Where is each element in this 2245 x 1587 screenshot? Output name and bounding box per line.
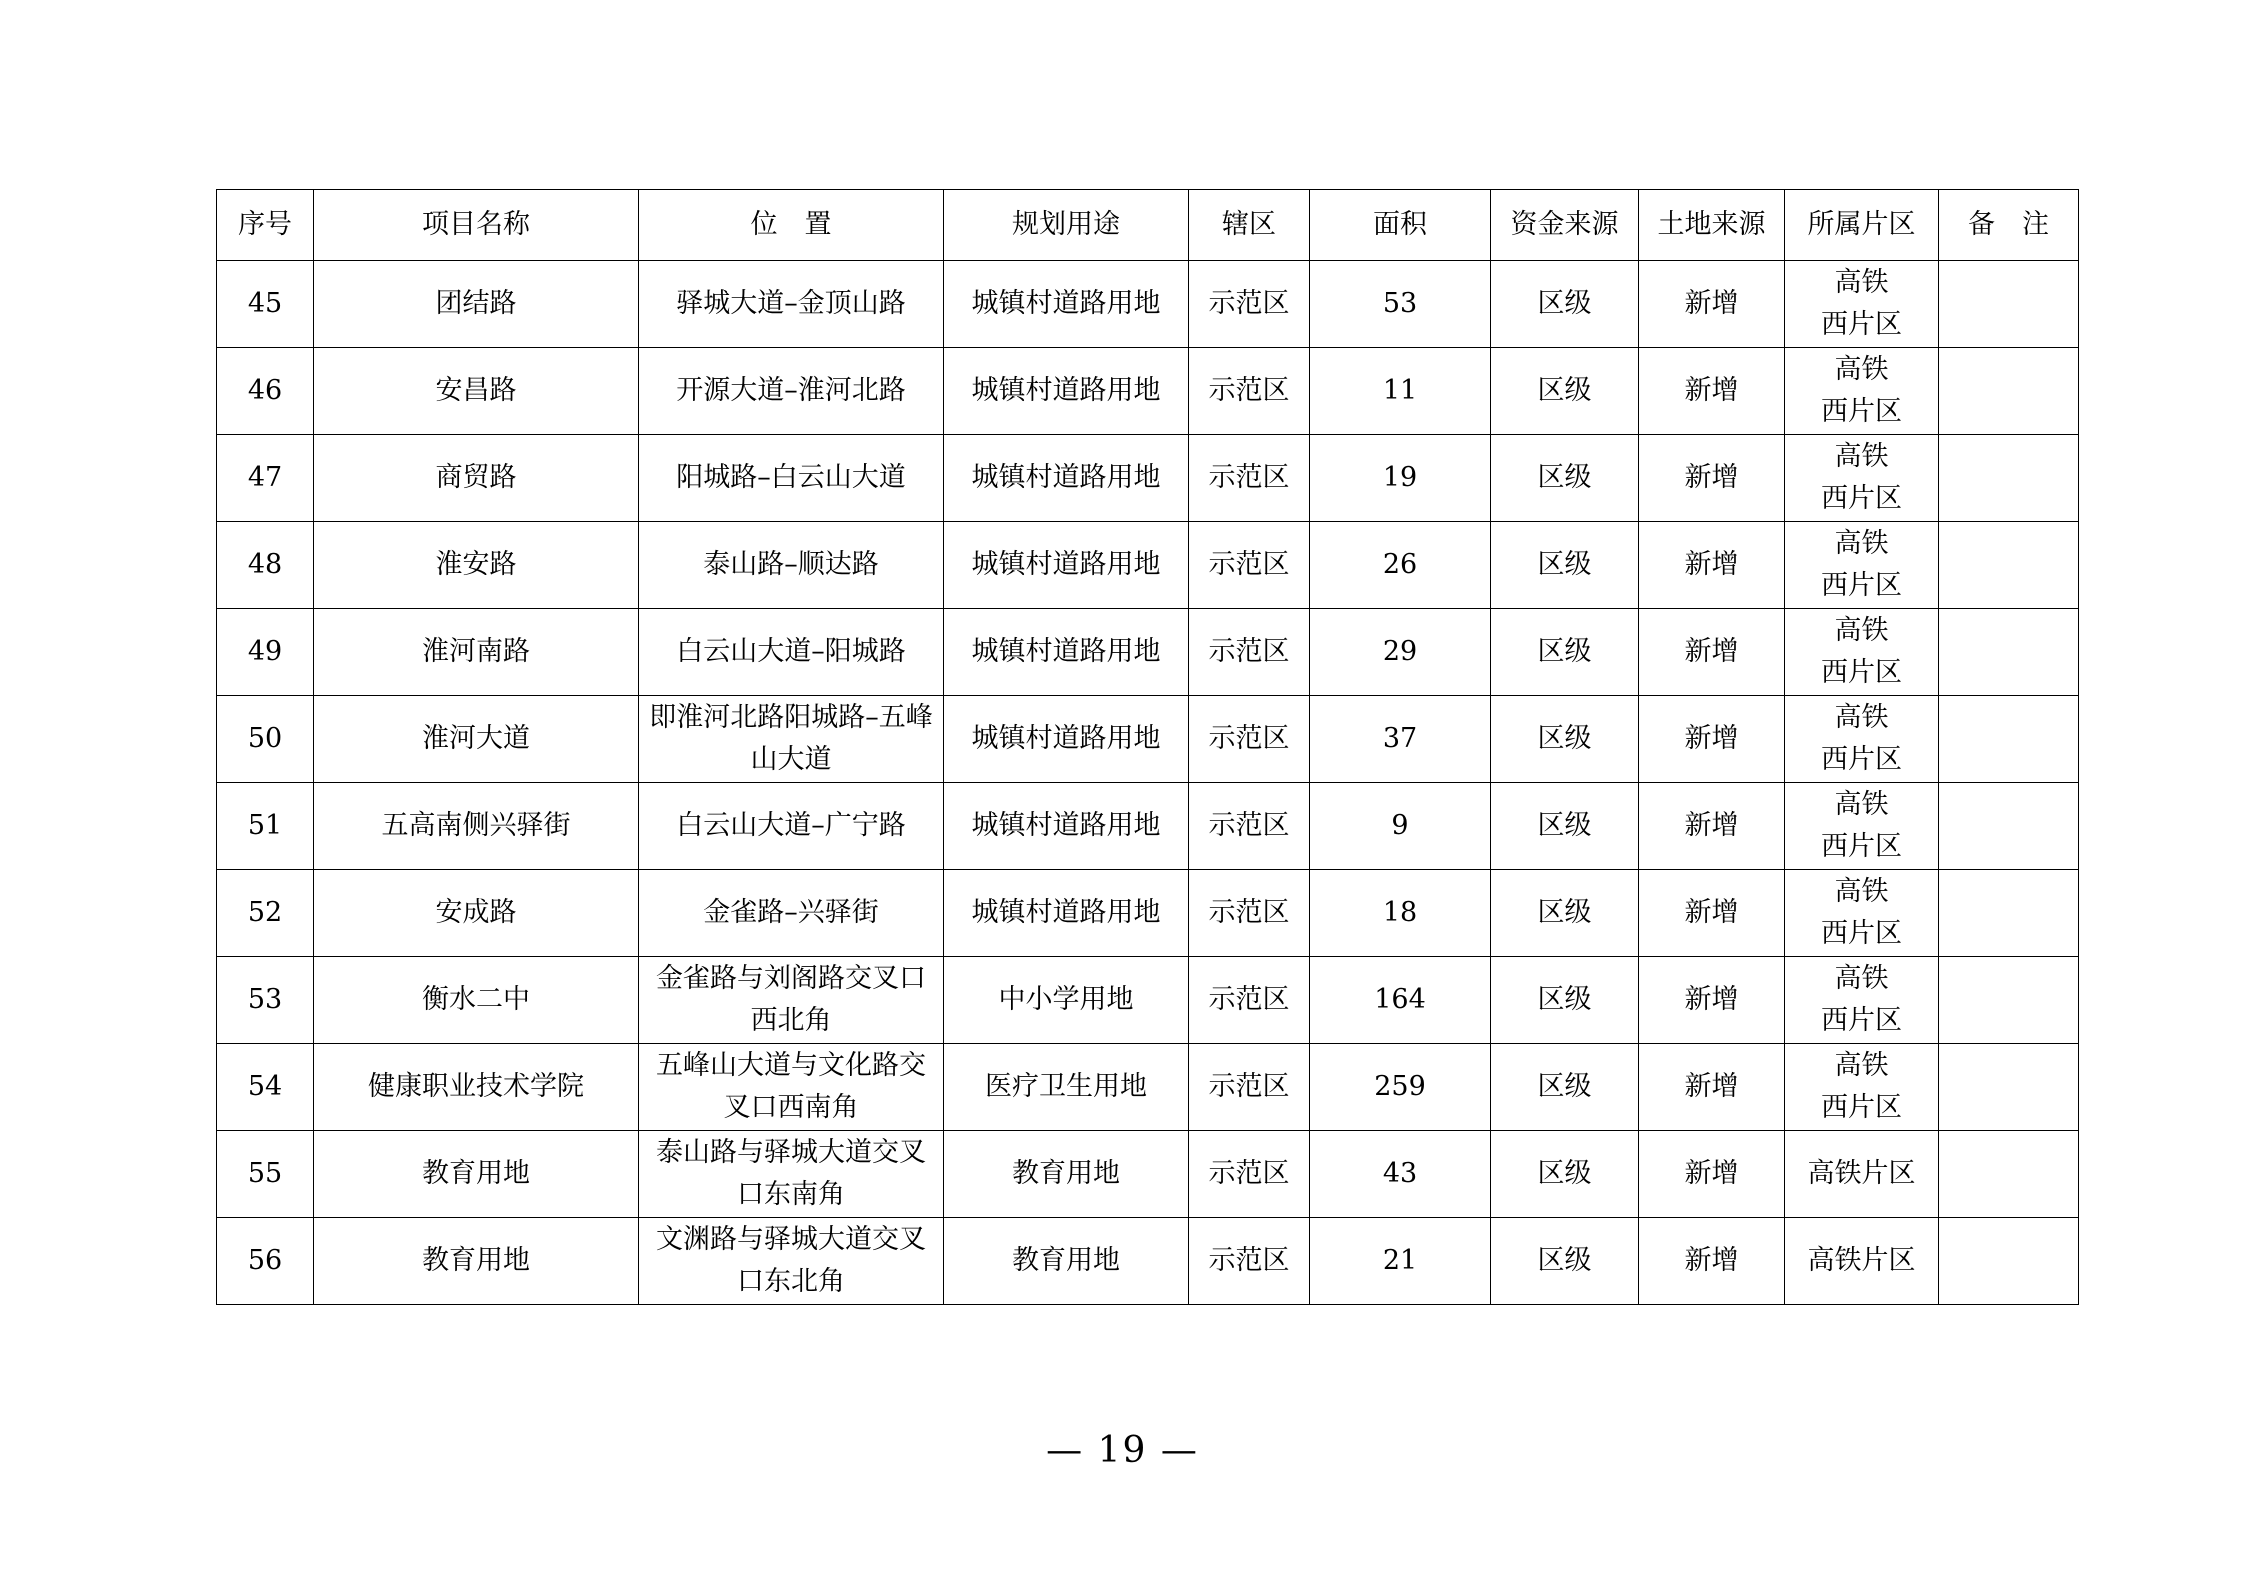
header-index: 序号 [217,190,314,261]
cell-location: 泰山路与驿城大道交叉 口东南角 [639,1131,944,1218]
cell-fund-source: 区级 [1491,1044,1639,1131]
cell-zone: 高铁 西片区 [1785,609,1939,696]
cell-planned-use: 城镇村道路用地 [944,522,1189,609]
cell-index: 54 [217,1044,314,1131]
cell-project-name: 商贸路 [314,435,639,522]
table-row [217,870,2079,957]
cell-location: 五峰山大道与文化路交 叉口西南角 [639,1044,944,1131]
cell-planned-use: 医疗卫生用地 [944,1044,1189,1131]
cell-project-name: 五高南侧兴驿街 [314,783,639,870]
cell-zone: 高铁 西片区 [1785,261,1939,348]
cell-land-source: 新增 [1639,783,1785,870]
table-row [217,348,2079,435]
header-remarks: 备 注 [1939,190,2079,261]
cell-district: 示范区 [1189,1218,1310,1305]
cell-district: 示范区 [1189,870,1310,957]
cell-fund-source: 区级 [1491,435,1639,522]
cell-location: 文渊路与驿城大道交叉 口东北角 [639,1218,944,1305]
cell-planned-use: 中小学用地 [944,957,1189,1044]
cell-district: 示范区 [1189,522,1310,609]
cell-remarks [1939,261,2079,348]
cell-area: 11 [1310,348,1491,435]
cell-land-source: 新增 [1639,348,1785,435]
cell-area: 18 [1310,870,1491,957]
cell-zone: 高铁片区 [1785,1218,1939,1305]
cell-zone: 高铁 西片区 [1785,696,1939,783]
cell-fund-source: 区级 [1491,1131,1639,1218]
cell-fund-source: 区级 [1491,870,1639,957]
cell-planned-use: 城镇村道路用地 [944,348,1189,435]
header-land-source: 土地来源 [1639,190,1785,261]
cell-fund-source: 区级 [1491,1218,1639,1305]
cell-zone: 高铁 西片区 [1785,435,1939,522]
cell-remarks [1939,1131,2079,1218]
cell-planned-use: 教育用地 [944,1218,1189,1305]
cell-remarks [1939,870,2079,957]
cell-fund-source: 区级 [1491,696,1639,783]
cell-index: 49 [217,609,314,696]
cell-land-source: 新增 [1639,1131,1785,1218]
cell-land-source: 新增 [1639,522,1785,609]
cell-index: 47 [217,435,314,522]
cell-remarks [1939,696,2079,783]
cell-district: 示范区 [1189,957,1310,1044]
table-row [217,435,2079,522]
cell-location: 白云山大道–阳城路 [639,609,944,696]
cell-area: 43 [1310,1131,1491,1218]
cell-index: 51 [217,783,314,870]
cell-zone: 高铁 西片区 [1785,522,1939,609]
cell-planned-use: 城镇村道路用地 [944,435,1189,522]
cell-area: 37 [1310,696,1491,783]
cell-district: 示范区 [1189,435,1310,522]
cell-project-name: 淮安路 [314,522,639,609]
cell-location: 白云山大道–广宁路 [639,783,944,870]
cell-zone: 高铁 西片区 [1785,957,1939,1044]
cell-remarks [1939,435,2079,522]
cell-remarks [1939,957,2079,1044]
cell-location: 金雀路–兴驿街 [639,870,944,957]
cell-index: 48 [217,522,314,609]
cell-remarks [1939,609,2079,696]
table-row [217,1044,2079,1131]
cell-remarks [1939,1218,2079,1305]
table-row [217,261,2079,348]
cell-area: 9 [1310,783,1491,870]
header-area: 面积 [1310,190,1491,261]
cell-planned-use: 教育用地 [944,1131,1189,1218]
cell-project-name: 淮河南路 [314,609,639,696]
cell-fund-source: 区级 [1491,609,1639,696]
cell-area: 29 [1310,609,1491,696]
cell-index: 46 [217,348,314,435]
cell-project-name: 衡水二中 [314,957,639,1044]
cell-zone: 高铁 西片区 [1785,348,1939,435]
table-row [217,957,2079,1044]
cell-location: 即淮河北路阳城路–五峰 山大道 [639,696,944,783]
table-row [217,1131,2079,1218]
page-number: — 19 — [1046,1430,1199,1471]
cell-index: 53 [217,957,314,1044]
cell-index: 50 [217,696,314,783]
cell-remarks [1939,783,2079,870]
cell-zone: 高铁 西片区 [1785,1044,1939,1131]
cell-planned-use: 城镇村道路用地 [944,870,1189,957]
header-project-name: 项目名称 [314,190,639,261]
cell-land-source: 新增 [1639,1218,1785,1305]
cell-area: 26 [1310,522,1491,609]
header-zone: 所属片区 [1785,190,1939,261]
cell-area: 19 [1310,435,1491,522]
cell-location: 驿城大道–金顶山路 [639,261,944,348]
cell-remarks [1939,348,2079,435]
table-header-row [217,190,2079,261]
cell-district: 示范区 [1189,696,1310,783]
header-fund-source: 资金来源 [1491,190,1639,261]
cell-fund-source: 区级 [1491,783,1639,870]
cell-index: 45 [217,261,314,348]
cell-location: 金雀路与刘阁路交叉口 西北角 [639,957,944,1044]
cell-project-name: 安成路 [314,870,639,957]
cell-land-source: 新增 [1639,261,1785,348]
cell-district: 示范区 [1189,348,1310,435]
header-location: 位 置 [639,190,944,261]
cell-land-source: 新增 [1639,1044,1785,1131]
cell-project-name: 教育用地 [314,1218,639,1305]
cell-land-source: 新增 [1639,696,1785,783]
cell-land-source: 新增 [1639,957,1785,1044]
cell-remarks [1939,1044,2079,1131]
cell-fund-source: 区级 [1491,348,1639,435]
cell-land-source: 新增 [1639,609,1785,696]
table-row [217,783,2079,870]
cell-zone: 高铁片区 [1785,1131,1939,1218]
cell-area: 259 [1310,1044,1491,1131]
cell-project-name: 健康职业技术学院 [314,1044,639,1131]
cell-land-source: 新增 [1639,435,1785,522]
cell-district: 示范区 [1189,783,1310,870]
project-table [216,189,2079,1305]
cell-planned-use: 城镇村道路用地 [944,609,1189,696]
header-planned-use: 规划用途 [944,190,1189,261]
cell-project-name: 团结路 [314,261,639,348]
cell-planned-use: 城镇村道路用地 [944,783,1189,870]
cell-district: 示范区 [1189,609,1310,696]
table-row [217,609,2079,696]
cell-index: 56 [217,1218,314,1305]
cell-district: 示范区 [1189,1044,1310,1131]
cell-fund-source: 区级 [1491,261,1639,348]
table-row [217,522,2079,609]
cell-fund-source: 区级 [1491,957,1639,1044]
cell-project-name: 安昌路 [314,348,639,435]
header-district: 辖区 [1189,190,1310,261]
cell-project-name: 淮河大道 [314,696,639,783]
cell-location: 开源大道–淮河北路 [639,348,944,435]
cell-area: 21 [1310,1218,1491,1305]
cell-fund-source: 区级 [1491,522,1639,609]
cell-district: 示范区 [1189,261,1310,348]
table-row [217,1218,2079,1305]
cell-zone: 高铁 西片区 [1785,783,1939,870]
cell-area: 164 [1310,957,1491,1044]
cell-zone: 高铁 西片区 [1785,870,1939,957]
cell-land-source: 新增 [1639,870,1785,957]
cell-location: 泰山路–顺达路 [639,522,944,609]
cell-district: 示范区 [1189,1131,1310,1218]
table-body [217,261,2079,1305]
cell-index: 55 [217,1131,314,1218]
cell-planned-use: 城镇村道路用地 [944,261,1189,348]
table-row [217,696,2079,783]
cell-project-name: 教育用地 [314,1131,639,1218]
cell-remarks [1939,522,2079,609]
cell-index: 52 [217,870,314,957]
cell-planned-use: 城镇村道路用地 [944,696,1189,783]
cell-area: 53 [1310,261,1491,348]
cell-location: 阳城路–白云山大道 [639,435,944,522]
